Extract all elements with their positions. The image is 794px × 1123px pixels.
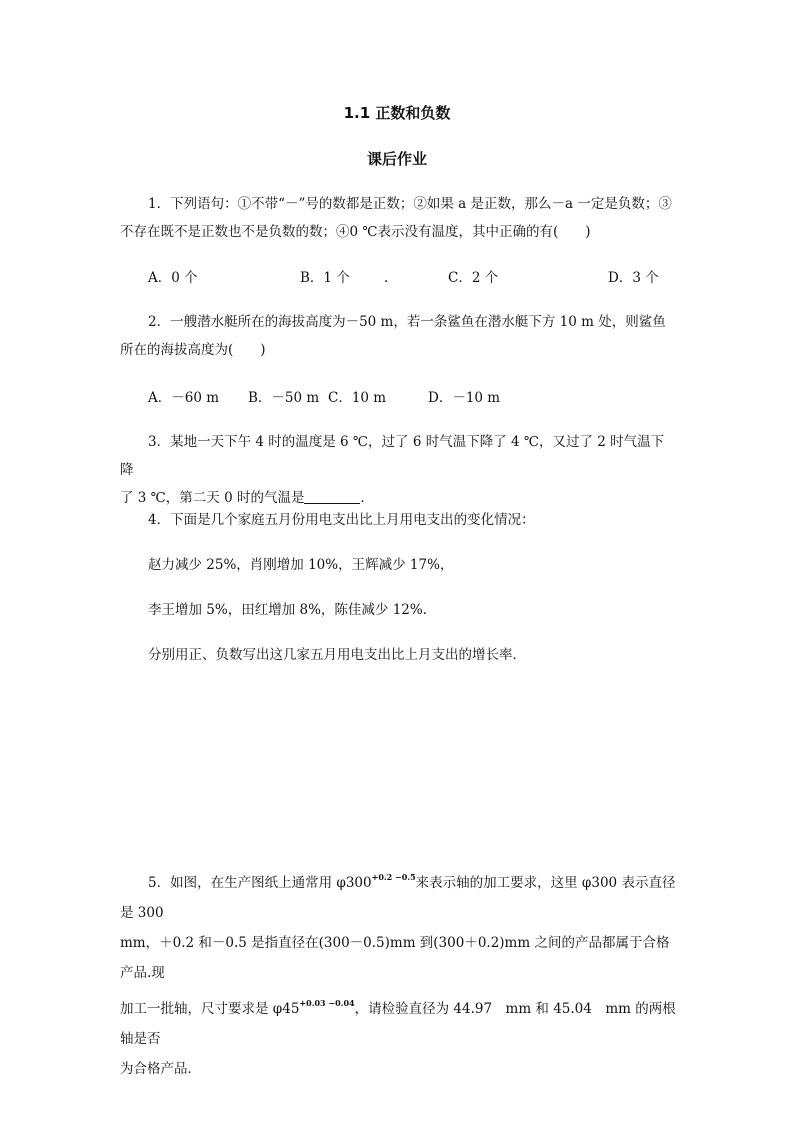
page-title: 1.1 正数和负数: [343, 104, 451, 122]
question-2-options: [148, 388, 708, 408]
question-1-line-1: 1．下列语句：①不带“－”号的数都是正数；②如果 a 是正数，那么－a 一定是负数；③: [148, 196, 672, 212]
question-5-text-d: ，请检验直径为 44.97 mm 和 45.04 mm 的两根轴是否: [120, 1001, 676, 1047]
q1-stray-dot: .: [384, 270, 389, 286]
question-2-line-1: 2．一艘潜水艇所在的海拔高度为－50 m，若一条鲨鱼在潜水艇下方 10 m 处，则鲨鱼: [148, 314, 666, 330]
q2-option-d: D．－10 m: [428, 390, 501, 406]
question-4-task: 分别用正、负数写出这几家五月用电支出比上月支出的增长率．: [148, 647, 526, 663]
q1-option-c: C．2 个: [448, 270, 499, 286]
question-1-line-2: 不存在既不是正数也不是负数的数；④0 ℃表示没有温度，其中正确的有( ): [120, 224, 591, 240]
answer-blank[interactable]: [304, 489, 360, 504]
question-5-text-c: 加工一批轴，尺寸要求是 φ45: [120, 1001, 300, 1017]
q2-option-a: A．－60 m: [148, 390, 220, 406]
question-4-row-1: 赵力减少 25%，肖刚增加 10%，王辉减少 17%，: [148, 557, 454, 573]
question-2: [120, 308, 676, 364]
q1-option-a: A．0 个: [148, 270, 198, 286]
question-4-intro: 4．下面是几个家庭五月份用电支出比上月用电支出的变化情况：: [148, 512, 535, 528]
question-1-options: [148, 268, 708, 288]
question-3: [120, 428, 676, 512]
question-5-text-b: 来表示轴的加工要求，这里 φ300 表示直径是 300: [120, 875, 676, 921]
question-5: [120, 862, 676, 1084]
question-5-line-1: [120, 862, 676, 928]
question-3-line-2-end: ．: [360, 490, 374, 506]
question-5-line-3: [120, 988, 676, 1054]
question-4-row-2: 李王增加 5%，田红增加 8%，陈佳减少 12%.: [148, 602, 428, 618]
question-5-text-a: 5．如图，在生产图纸上通常用 φ300: [148, 875, 372, 891]
tolerance-45: +0.03 −0.04: [299, 998, 355, 1008]
question-5-line-2: mm，＋0.2 和－0.5 是指直径在(300－0.5)mm 到(300＋0.2)mm 之间的产品都属于合格产品.现: [120, 935, 670, 981]
question-3-line-1: 3．某地一天下午 4 时的温度是 6 ℃，过了 6 时气温下降了 4 ℃，又过了 2 时气温下降: [120, 434, 665, 478]
question-1: [120, 190, 676, 246]
q2-option-b: B．－50 m: [248, 390, 320, 406]
section-subtitle: 课后作业: [366, 150, 427, 168]
question-5-line-4: 为合格产品．: [120, 1061, 201, 1077]
question-3-line-2-text: 了 3 ℃，第二天 0 时的气温是: [120, 490, 305, 506]
tolerance-300: +0.2 −0.5: [371, 872, 416, 882]
q1-option-b: B．1 个: [300, 270, 350, 286]
q1-option-d: D．3 个: [608, 270, 659, 286]
q2-option-c: C．10 m: [328, 390, 387, 406]
question-2-line-2: 所在的海拔高度为( ): [120, 342, 266, 358]
